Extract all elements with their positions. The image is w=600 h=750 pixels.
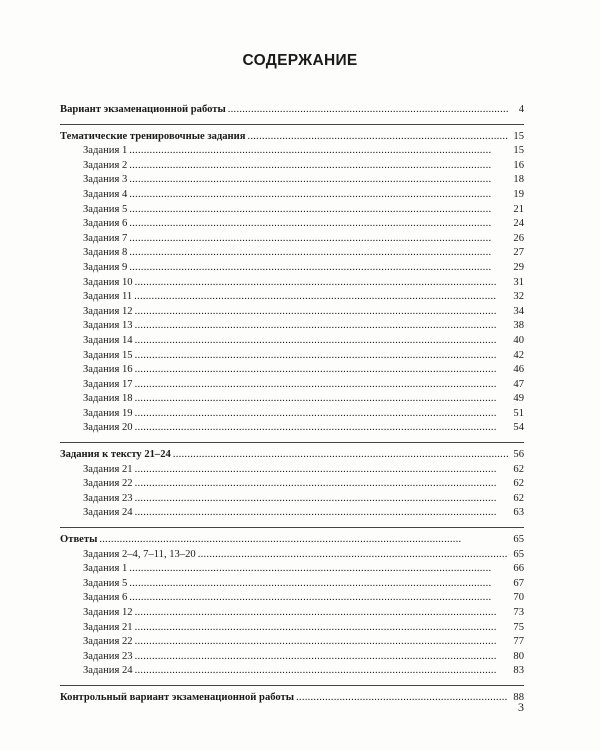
toc-entry-page: 51: [513, 407, 524, 419]
toc-subentry: [60, 621, 524, 636]
dot-leader: [129, 203, 508, 218]
dot-leader: [129, 173, 508, 188]
toc-subentry: [60, 664, 524, 679]
toc-entry-page: 34: [513, 305, 524, 317]
toc-subentry: [60, 506, 524, 521]
toc-entry-page: 40: [513, 334, 524, 346]
toc-entry-label: Вариант экзаменационной работы: [60, 104, 226, 115]
dot-leader: [135, 492, 508, 507]
toc-subentry: [60, 548, 524, 563]
dot-leader: [228, 103, 508, 118]
toc-entry-page: 21: [513, 203, 524, 215]
toc-entry-label: Задания 10: [83, 276, 133, 288]
toc-subentry: [60, 173, 524, 188]
toc-section: [60, 691, 524, 706]
toc-entry-page: 66: [513, 563, 524, 575]
page-number: 3: [518, 700, 524, 714]
dot-leader: [135, 319, 508, 334]
toc-entry-page: 67: [513, 577, 524, 589]
toc-section: [60, 103, 524, 118]
toc-entry-label: Задания 24: [83, 507, 133, 519]
toc-subentry: [60, 477, 524, 492]
toc-subentry: [60, 407, 524, 422]
toc-entry-page: 32: [513, 291, 524, 303]
toc-section: [60, 130, 524, 145]
toc-entry-page: 15: [513, 145, 524, 157]
toc-entry-label: Задания 3: [83, 174, 128, 186]
toc-entry-page: 18: [513, 174, 524, 186]
toc-entry-label: Задания 20: [83, 422, 133, 434]
toc-subentry: [60, 203, 524, 218]
dot-leader: [135, 463, 508, 478]
toc-entry-page: 38: [513, 320, 524, 332]
toc-entry-label: Тематические тренировочные задания: [60, 130, 246, 142]
toc-entry-label: Задания 14: [83, 334, 133, 346]
toc-subentry: [60, 421, 524, 436]
toc-entry-page: 65: [513, 548, 524, 560]
toc-subentry: [60, 363, 524, 378]
toc-entry-page: 54: [513, 422, 524, 434]
toc-entry-page: 31: [513, 276, 524, 288]
dot-leader: [129, 188, 508, 203]
toc-entry-label: Задания 21: [83, 621, 133, 633]
toc-subentry: [60, 392, 524, 407]
toc-entry-label: Задания 2–4, 7–11, 13–20: [83, 548, 196, 560]
toc-subentry: [60, 246, 524, 261]
dot-leader: [99, 533, 508, 548]
section-divider: [60, 124, 524, 125]
dot-leader: [129, 217, 508, 232]
page-title: СОДЕРЖАНИЕ: [242, 52, 358, 69]
dot-leader: [135, 305, 508, 320]
toc-entry-page: 27: [513, 247, 524, 259]
toc-entry-page: 24: [513, 218, 524, 230]
toc-entry-label: Задания 4: [83, 188, 128, 200]
toc-entry-page: 4: [518, 104, 524, 115]
toc-entry-page: 77: [513, 636, 524, 648]
toc-entry-label: Задания 19: [83, 407, 133, 419]
toc-subentry: [60, 650, 524, 665]
dot-leader: [129, 562, 508, 577]
toc-entry-page: 88: [513, 691, 524, 703]
toc-entry-label: Задания к тексту 21–24: [60, 449, 171, 461]
toc-entry-label: Задания 2: [83, 159, 128, 171]
toc-section: [60, 533, 524, 548]
toc-entry-label: Задания 6: [83, 218, 128, 230]
toc-subentry: [60, 188, 524, 203]
toc-subentry: [60, 349, 524, 364]
toc-entry-label: Задания 1: [83, 563, 128, 575]
dot-leader: [135, 421, 508, 436]
toc-entry-page: 83: [513, 665, 524, 677]
dot-leader: [135, 334, 508, 349]
dot-leader: [129, 159, 508, 174]
toc-entry-page: 49: [513, 393, 524, 405]
dot-leader: [135, 363, 508, 378]
toc-entry-label: Задания 7: [83, 232, 128, 244]
dot-leader: [135, 650, 508, 665]
toc-entry-page: 62: [513, 492, 524, 504]
toc-entry-page: 26: [513, 232, 524, 244]
toc-entry-page: 15: [513, 130, 524, 142]
toc-entry-page: 62: [513, 463, 524, 475]
dot-leader: [135, 407, 508, 422]
toc-subentry: [60, 378, 524, 393]
section-divider: [60, 685, 524, 686]
toc-subentry: [60, 144, 524, 159]
toc-entry-label: Задания 16: [83, 364, 133, 376]
toc-entry-label: Задания 11: [83, 291, 133, 303]
dot-leader: [135, 276, 508, 291]
toc-subentry: [60, 319, 524, 334]
dot-leader: [135, 477, 508, 492]
toc-subentry: [60, 635, 524, 650]
dot-leader: [129, 577, 508, 592]
toc-entry-page: 42: [513, 349, 524, 361]
toc-subentry: [60, 232, 524, 247]
dot-leader: [198, 548, 508, 563]
toc-entry-page: 46: [513, 364, 524, 376]
section-divider: [60, 442, 524, 443]
dot-leader: [134, 290, 508, 305]
dot-leader: [135, 621, 508, 636]
toc-entry-label: Ответы: [60, 534, 98, 546]
toc-entry-label: Задания 9: [83, 261, 128, 273]
toc-subentry: [60, 261, 524, 276]
toc-subentry: [60, 492, 524, 507]
dot-leader: [296, 691, 508, 706]
toc-entry-label: Задания 22: [83, 636, 133, 648]
dot-leader: [129, 591, 508, 606]
toc-entry-label: Задания 1: [83, 145, 128, 157]
dot-leader: [129, 144, 508, 159]
toc-entry-label: Задания 21: [83, 463, 133, 475]
dot-leader: [135, 349, 508, 364]
toc-subentry: [60, 305, 524, 320]
toc-subentry: [60, 217, 524, 232]
toc-entry-label: Контрольный вариант экзаменационной работы: [60, 691, 295, 703]
toc-entry-label: Задания 22: [83, 478, 133, 490]
toc-entry-label: Задания 15: [83, 349, 133, 361]
toc-subentry: [60, 290, 524, 305]
toc-subentry: [60, 606, 524, 621]
dot-leader: [135, 635, 508, 650]
toc-entry-page: 56: [513, 449, 524, 461]
toc-entry-page: 80: [513, 650, 524, 662]
toc-entry-label: Задания 12: [83, 305, 133, 317]
toc-entry-label: Задания 6: [83, 592, 128, 604]
dot-leader: [247, 130, 508, 145]
toc-entry-label: Задания 18: [83, 393, 133, 405]
toc-entry-page: 62: [513, 478, 524, 490]
toc-entry-page: 75: [513, 621, 524, 633]
toc-entry-label: Задания 13: [83, 320, 133, 332]
toc-entry-label: Задания 5: [83, 577, 128, 589]
dot-leader: [129, 261, 508, 276]
dot-leader: [129, 246, 508, 261]
dot-leader: [135, 392, 508, 407]
toc-section: [60, 448, 524, 463]
section-divider: [60, 527, 524, 528]
toc-entry-page: 47: [513, 378, 524, 390]
dot-leader: [135, 378, 508, 393]
dot-leader: [173, 448, 508, 463]
toc-entry-label: Задания 17: [83, 378, 133, 390]
toc-entry-label: Задания 24: [83, 665, 133, 677]
toc-entry-page: 65: [513, 534, 524, 546]
dot-leader: [135, 664, 508, 679]
toc-entry-page: 29: [513, 261, 524, 273]
toc-subentry: [60, 276, 524, 291]
toc-entry-label: Задания 12: [83, 607, 133, 618]
toc-entry-page: 73: [513, 607, 524, 618]
toc-subentry: [60, 577, 524, 592]
toc-entry-label: Задания 23: [83, 650, 133, 662]
toc-subentry: [60, 562, 524, 577]
toc-subentry: [60, 591, 524, 606]
toc-entry-page: 63: [513, 507, 524, 519]
dot-leader: [129, 232, 508, 247]
toc-entry-label: Задания 5: [83, 203, 128, 215]
table-of-contents: [60, 103, 524, 706]
dot-leader: [135, 606, 508, 621]
toc-subentry: [60, 334, 524, 349]
toc-subentry: [60, 463, 524, 478]
toc-subentry: [60, 159, 524, 174]
dot-leader: [135, 506, 508, 521]
toc-entry-label: Задания 23: [83, 492, 133, 504]
toc-entry-page: 19: [513, 188, 524, 200]
toc-entry-label: Задания 8: [83, 247, 128, 259]
toc-entry-page: 16: [513, 159, 524, 171]
toc-entry-page: 70: [513, 592, 524, 604]
